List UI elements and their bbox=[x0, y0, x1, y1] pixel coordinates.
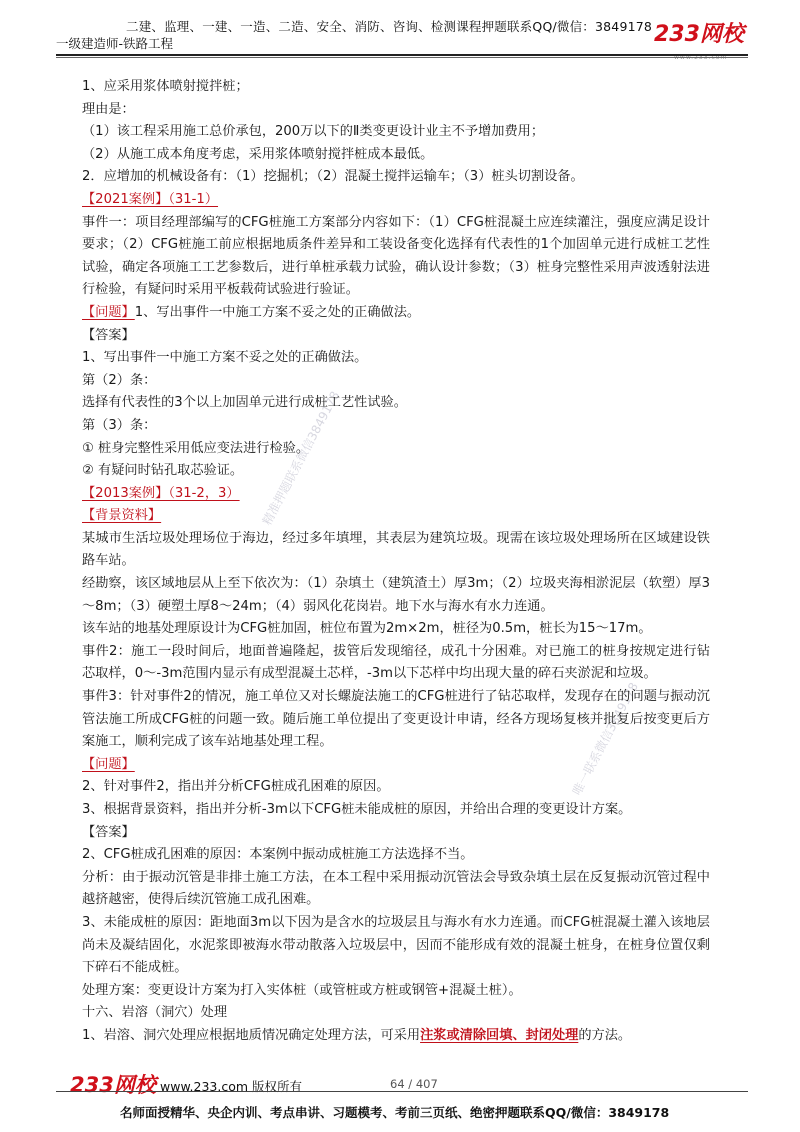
footer-rule bbox=[56, 1091, 748, 1092]
header-rule-thin bbox=[56, 57, 748, 58]
header-rule bbox=[56, 54, 748, 56]
section-heading-16: 十六、岩溶（洞穴）处理 bbox=[82, 1005, 228, 1021]
background-tag: 【背景资料】 bbox=[82, 508, 162, 524]
page-number: 64 / 407 bbox=[390, 1077, 438, 1091]
clause-3-item-2: ② 有疑问时钻孔取芯验证。 bbox=[82, 463, 244, 479]
watermark-text-2: 唯一联系微信3849178 bbox=[569, 680, 642, 798]
footer-logo: 233网校 bbox=[70, 1073, 156, 1097]
answer-3-paragraph: 3、未能成桩的原因：距地面3m以下因为是含水的垃圾层且与海水有水力连通。而CFG桩混凝土灌入该地层尚未及凝结固化，水泥浆即被海水带动散落入垃圾层中，因而不能形成有效的混凝土桩身，在桩身位置仅剩下碎石不能成桩。 bbox=[82, 914, 710, 976]
reason-item-1: （1）该工程采用施工总价承包，200万以下的Ⅱ类变更设计业主不予增加费用； bbox=[82, 124, 545, 140]
document-body bbox=[82, 76, 710, 1048]
background-paragraph: 某城市生活垃圾处理场位于海边，经过多年填埋，其表层为建筑垃圾。现需在该垃圾处理场所在区域建设铁路车站。 bbox=[82, 530, 710, 569]
reason-heading: 理由是： bbox=[82, 101, 135, 117]
brand-logo bbox=[654, 22, 744, 61]
clause-3-item-1: ① 桩身完整性采用低应变法进行检验。 bbox=[82, 440, 310, 456]
event-2-paragraph: 事件2：施工一段时间后，地面普遍隆起，拔管后发现缩径，成孔十分困难。对已施工的桩身按规定进行钻芯取样，0～-3m范围内显示有成型混凝土芯样，-3m以下芯样中均出现大量的碎石夹淤泥和垃圾。 bbox=[82, 643, 710, 682]
event-3-paragraph: 事件3：针对事件2的情况，施工单位又对长螺旋法施工的CFG桩进行了钻芯取样，发现存在的问题与振动沉管法施工所成CFG桩的问题一致。随后施工单位提出了变更设计申请，经各方现场复核并批复后按变更后方案施工，顺利完成了该车站地基处理工程。 bbox=[82, 689, 710, 750]
question-3: 3、根据背景资料，指出并分析-3m以下CFG桩未能成桩的原因，并给出合理的变更设计方案。 bbox=[82, 802, 632, 817]
equipment-line: 2．应增加的机械设备有：（1）挖掘机；（2）混凝土搅拌运输车；（3）桩头切割设备。 bbox=[82, 169, 584, 185]
footer-copyright: www.233.com 版权所有 bbox=[160, 1079, 302, 1094]
clause-2-text: 选择有代表性的3个以上加固单元进行成桩工艺性试验。 bbox=[82, 395, 407, 411]
geology-paragraph: 经勘察，该区域地层从上至下依次为：（1）杂填土（建筑渣土）厚3m；（2）垃圾夹海相淤泥层（软塑）厚3～8m；（3）硬塑土厚8～24m；（4）弱风化花岗岩。地下水与海水有水力连通。 bbox=[82, 576, 710, 614]
clause-3-heading: 第（3）条： bbox=[82, 417, 157, 433]
karst-line-end: 的方法。 bbox=[578, 1027, 632, 1043]
reason-item-2: （2）从施工成本角度考虑，采用浆体喷射搅拌桩成本最低。 bbox=[82, 146, 434, 162]
highlighted-method: 注浆或清除回填、封闭处理 bbox=[420, 1027, 579, 1043]
analysis-paragraph: 分析：由于振动沉管是非排土施工方法，在本工程中采用振动沉管法会导致杂填土层在反复振动沉管过程中越挤越密，使得后续沉管施工成孔困难。 bbox=[82, 869, 710, 908]
clause-2-heading: 第（2）条： bbox=[82, 372, 157, 388]
brand-logo-text: 233网校 bbox=[654, 22, 744, 47]
karst-line bbox=[82, 1025, 710, 1048]
brand-logo-url: www.233.com bbox=[674, 54, 728, 61]
footer-promo-text: 名师面授精华、央企内训、考点串讲、习题模考、考前三页纸、绝密押题联系QQ/微信：3849178 bbox=[120, 1105, 670, 1120]
karst-line-start: 1、岩溶、洞穴处理应根据地质情况确定处理方法，可采用 bbox=[82, 1027, 421, 1043]
answer-line: 1、应采用浆体喷射搅拌桩； bbox=[82, 79, 249, 94]
watermark-text: 精准押题联系微信3849178 bbox=[259, 388, 343, 528]
case-2013-tag: 【2013案例】（31-2，3） bbox=[82, 485, 240, 501]
design-line: 该车站的地基处理原设计为CFG桩加固，桩位布置为2m×2m，桩径为0.5m，桩长为15～17m。 bbox=[82, 621, 652, 637]
treatment-plan: 处理方案：变更设计方案为打入实体桩（或管桩或方桩或钢管+混凝土桩）。 bbox=[82, 982, 522, 998]
document-subtitle: 一级建造师-铁路工程 bbox=[56, 36, 174, 51]
answer-2: 2、CFG桩成孔困难的原因：本案例中振动成桩施工方法选择不当。 bbox=[82, 847, 474, 863]
question-tag: 【问题】 bbox=[82, 756, 135, 772]
answer-heading: 【答案】 bbox=[82, 327, 135, 343]
event-one-paragraph: 事件一：项目经理部编写的CFG桩施工方案部分内容如下：（1）CFG桩混凝土应连续灌注，强度应满足设计要求；（2）CFG桩施工前应根据地质条件差异和工装设备变化选择有代表性的1个加固单元进行成桩工艺性试验，确定各项施工工艺参数后，进行单桩承载力试验，确认设计参数；（3）桩身完整性采用声波透射法进行检验，有疑问时采用平板载荷试验进行验证。 bbox=[82, 214, 710, 298]
question-text: 1、写出事件一中施工方案不妥之处的正确做法。 bbox=[134, 304, 421, 320]
question-tag: 【问题】 bbox=[82, 304, 135, 320]
case-2021-tag: 【2021案例】（31-1） bbox=[82, 191, 219, 207]
question-2: 2、针对事件2，指出并分析CFG桩成孔困难的原因。 bbox=[82, 779, 390, 795]
header-promo-text: 二建、监理、一建、一造、二造、安全、消防、咨询、检测课程押题联系QQ/微信：3849178 bbox=[126, 19, 653, 34]
answer-heading: 【答案】 bbox=[82, 824, 135, 840]
answer-line: 1、写出事件一中施工方案不妥之处的正确做法。 bbox=[82, 350, 368, 366]
